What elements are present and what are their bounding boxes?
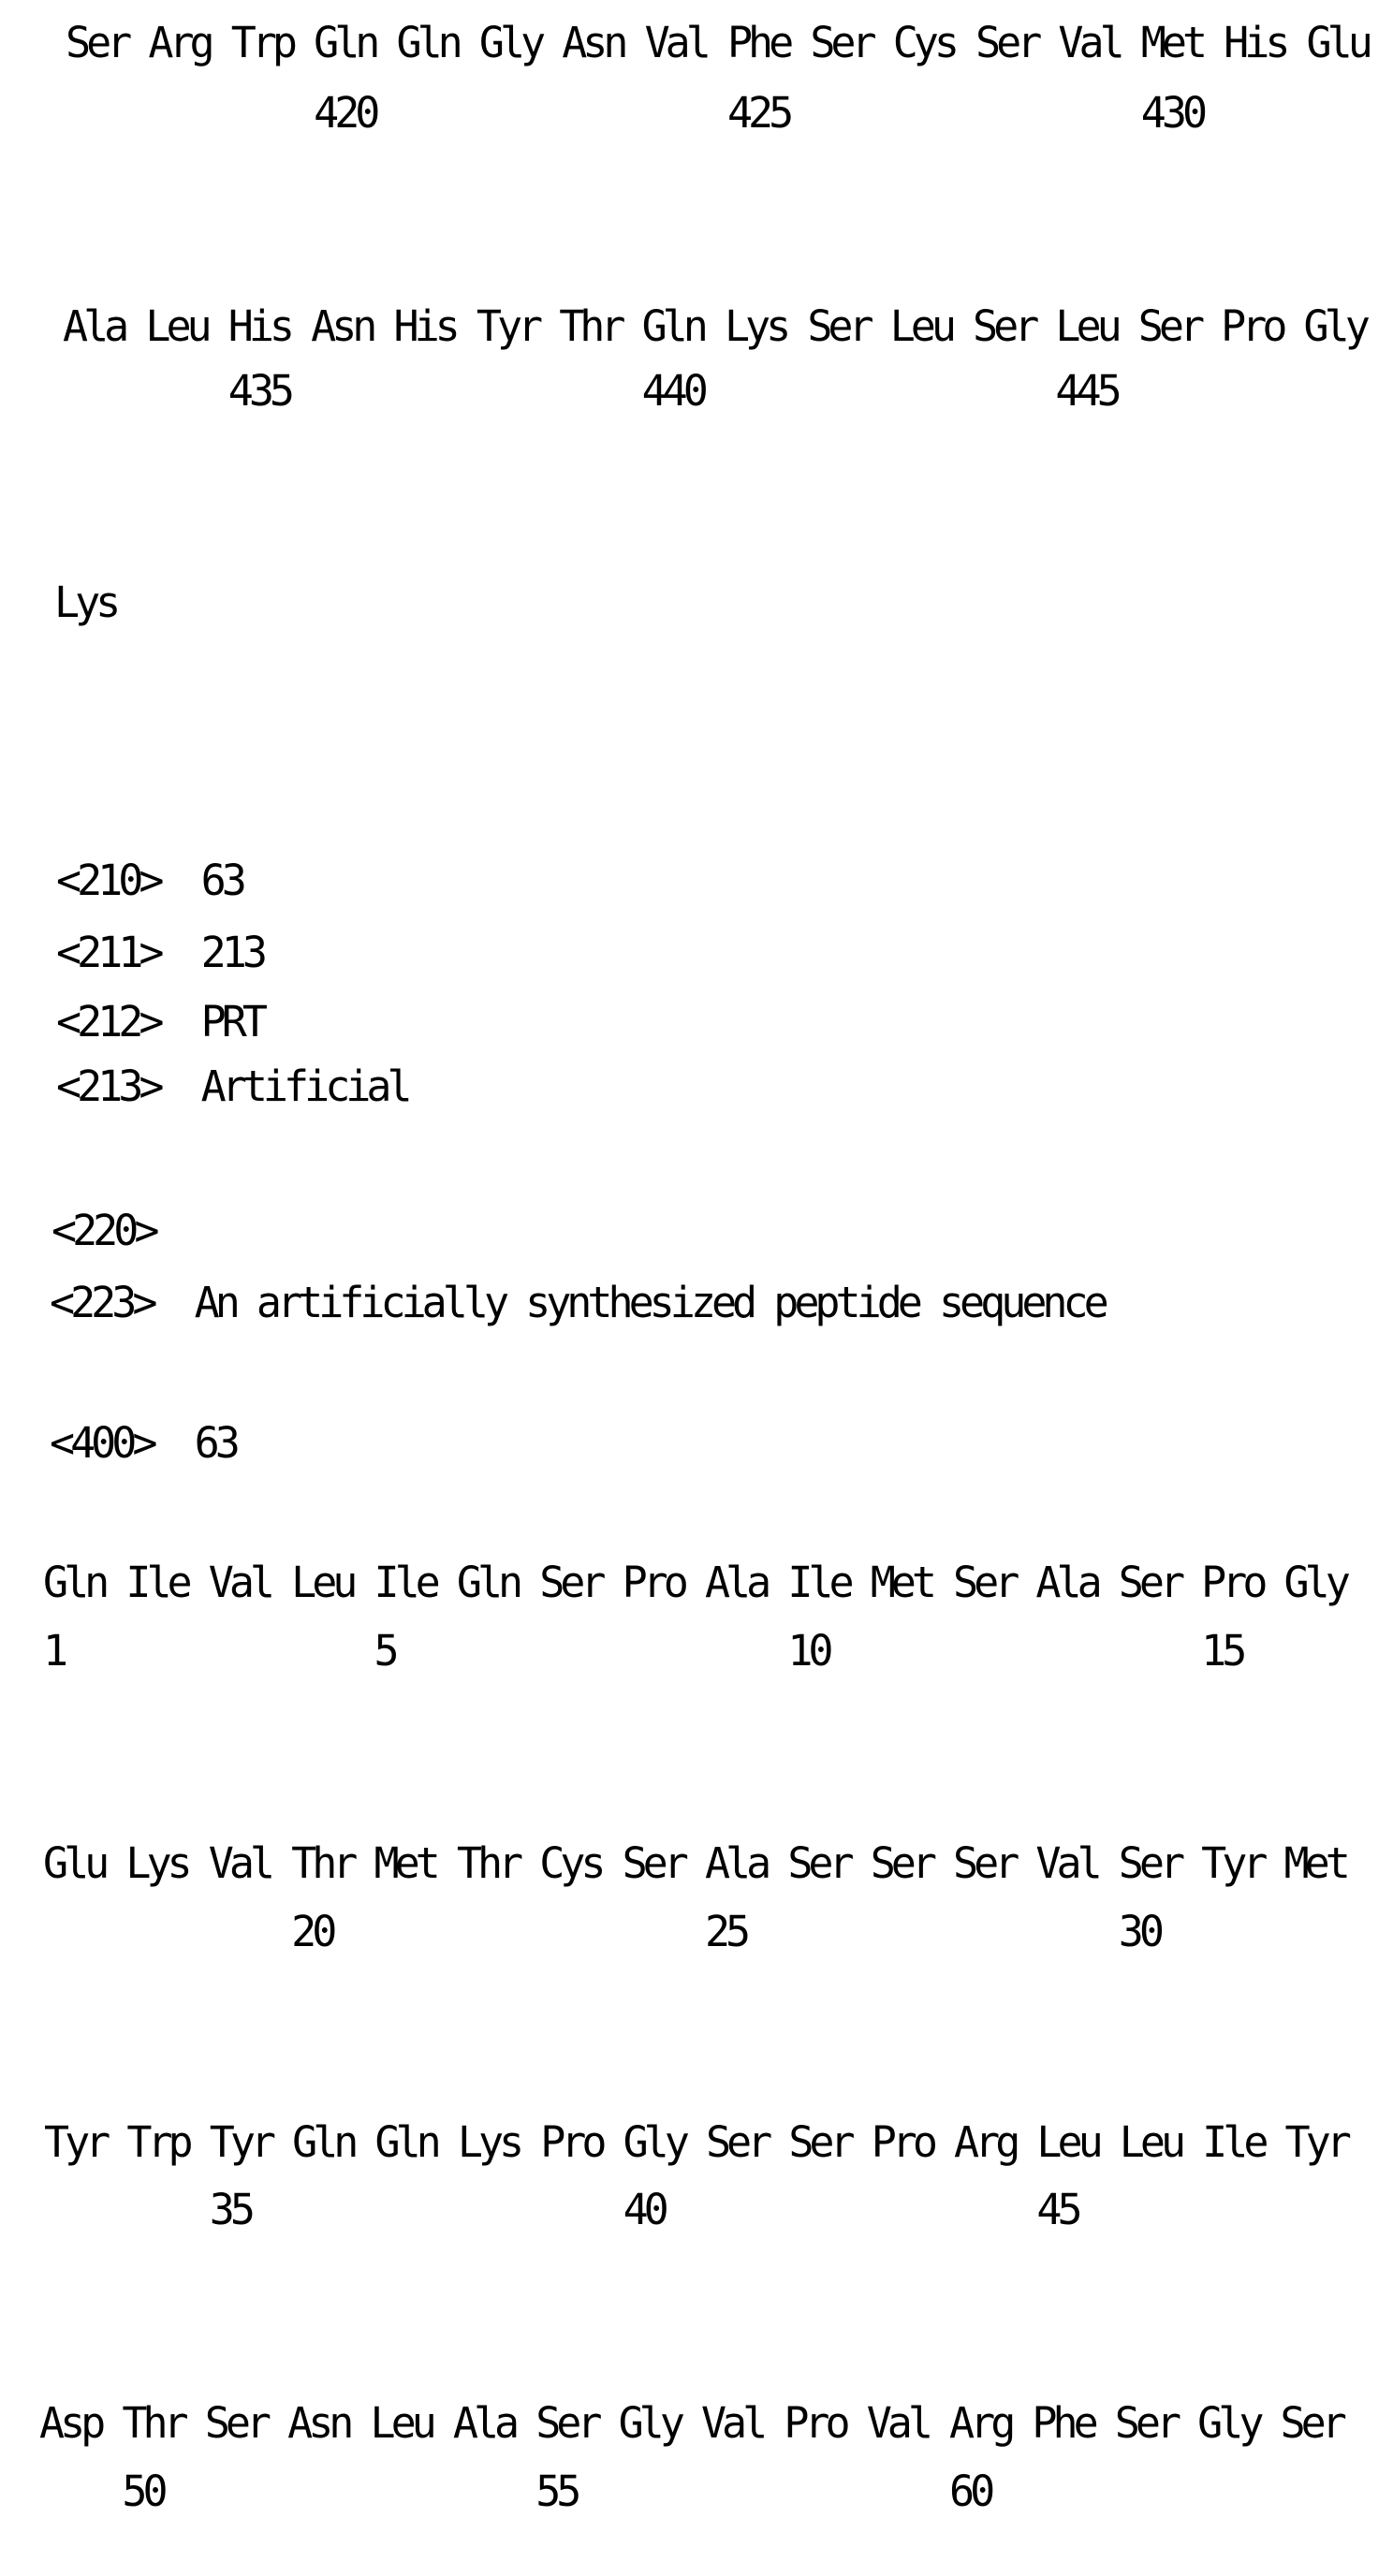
tag-line-212-type: <212> PRT: [56, 997, 263, 1046]
position-numbers-20-30: 20 25 30: [43, 1907, 1160, 1956]
position-numbers-420-430: 420 425 430: [66, 88, 1204, 138]
position-numbers-35-45: 35 40 45: [44, 2185, 1078, 2234]
residues-line-49-64: Asp Thr Ser Asn Leu Ala Ser Gly Val Pro Val Arg Phe Ser Gly Ser: [39, 2398, 1342, 2448]
tag-line-211-length: <211> 213: [56, 928, 263, 977]
tag-line-220-feature: <220>: [51, 1206, 155, 1255]
position-numbers-1-15: 1 5 10 15: [43, 1626, 1243, 1676]
residues-line-1-16: Gln Ile Val Leu Ile Gln Ser Pro Ala Ile Met Ser Ala Ser Pro Gly: [43, 1558, 1346, 1607]
position-numbers-435-445: 435 440 445: [63, 366, 1118, 416]
residues-line-433-448: Ala Leu His Asn His Tyr Thr Gln Lys Ser Leu Ser Leu Ser Pro Gly: [63, 301, 1366, 351]
position-numbers-50-60: 50 55 60: [39, 2466, 991, 2516]
tag-line-213-organism: <213> Artificial: [56, 1061, 408, 1111]
residues-line-417-432: Ser Arg Trp Gln Gln Gly Asn Val Phe Ser Cys Ser Val Met His Glu: [66, 18, 1369, 67]
residues-line-449: Lys: [54, 578, 117, 627]
tag-line-223-description: <223> An artificially synthesized peptide sequence: [50, 1278, 1105, 1327]
residues-line-33-48: Tyr Trp Tyr Gln Gln Lys Pro Gly Ser Ser Pro Arg Leu Leu Ile Tyr: [44, 2117, 1347, 2167]
tag-line-210-seq-id: <210> 63: [56, 856, 242, 905]
tag-line-400-sequence: <400> 63: [50, 1418, 236, 1468]
residues-line-17-32: Glu Lys Val Thr Met Thr Cys Ser Ala Ser Ser Ser Val Ser Tyr Met: [43, 1838, 1346, 1888]
